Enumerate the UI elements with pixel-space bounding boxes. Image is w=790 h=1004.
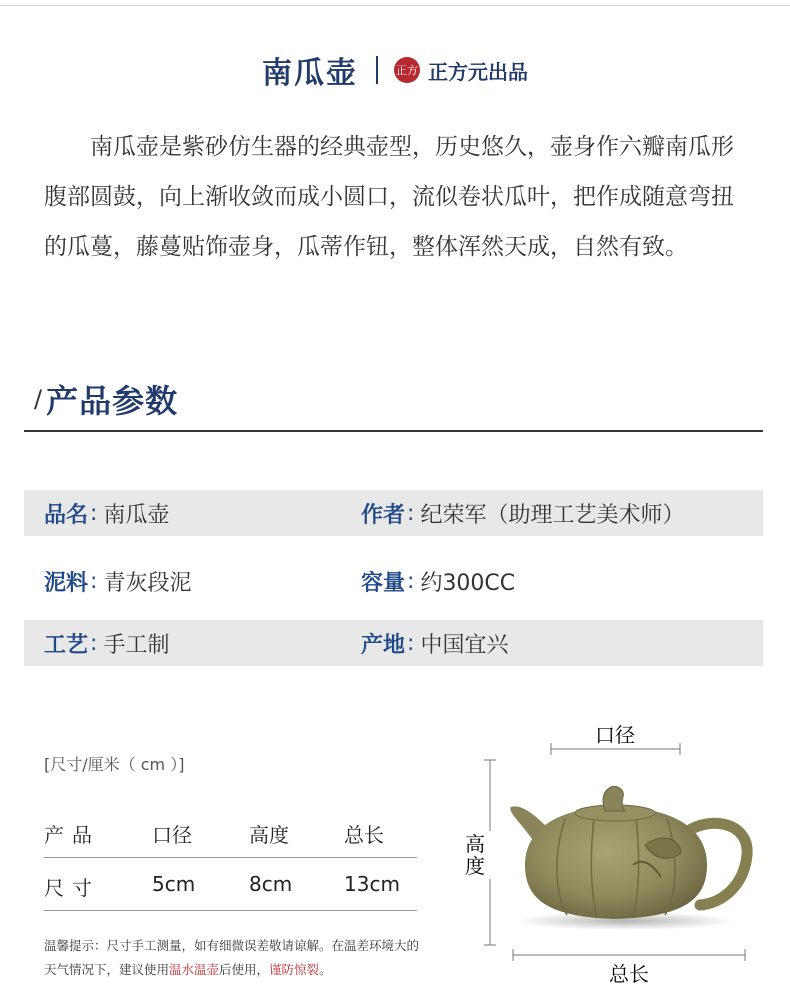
page-title: 南瓜壶 [262, 56, 358, 91]
seal-icon: 正方 [394, 57, 420, 83]
param-label: 泥料 [44, 570, 89, 596]
size-header-cell: 产品 [44, 823, 100, 847]
section-title [34, 375, 178, 423]
param-colon: : [407, 630, 415, 656]
top-divider [0, 5, 790, 6]
size-cell: 13cm [344, 872, 400, 896]
height-dimension [459, 760, 496, 945]
tip-text: 温馨提示：尺寸手工测量，如有细微误差敬请谅解。在温差环境大的天气情况下，建议使用 [44, 938, 420, 977]
tip-text: 后使用， [219, 962, 270, 977]
section-title-text: 产品参数 [46, 382, 179, 420]
tip-highlight: 谨防惊裂 [269, 962, 320, 977]
param-colon: : [90, 630, 98, 656]
height-label-1: 高 [465, 832, 485, 856]
param-value: 中国宜兴 [420, 632, 509, 658]
length-label: 总长 [609, 962, 649, 986]
param-cell [44, 628, 169, 659]
title-separator [376, 56, 378, 84]
size-header-cell: 高度 [249, 823, 289, 847]
param-colon: : [90, 500, 98, 526]
teapot-illustration [510, 786, 747, 930]
param-label: 品名 [44, 502, 89, 528]
size-cell: 8cm [249, 872, 293, 896]
tip-highlight: 温水温壶 [169, 962, 220, 977]
param-row [24, 490, 763, 536]
teapot-dimension-diagram [455, 715, 790, 1004]
tip-text: 。 [319, 962, 332, 977]
size-table-row [44, 858, 417, 911]
param-label: 工艺 [44, 632, 89, 658]
mouth-dimension [551, 723, 680, 755]
section-slash: / [34, 385, 43, 413]
brand-name: 正方元出品 [428, 59, 528, 84]
param-cell [44, 498, 169, 529]
length-dimension [513, 949, 745, 986]
intro-paragraph: 南瓜壶是紫砂仿生器的经典壶型，历史悠久，壶身作六瓣南瓜形腹部圆鼓，向上渐收敛而成小圆口，流似卷状瓜叶，把作成随意弯扭的瓜蔓，藤蔓贴饰壶身，瓜蒂作钮，整体浑然天成，自然有致。 [44, 134, 734, 260]
size-table [44, 805, 417, 911]
height-label-2: 度 [465, 854, 485, 878]
param-value: 手工制 [103, 632, 170, 658]
param-colon: : [407, 500, 415, 526]
size-cell: 5cm [152, 872, 196, 896]
param-cell [44, 566, 191, 597]
param-colon: : [90, 568, 98, 594]
care-tip [44, 934, 426, 982]
param-colon: : [407, 568, 415, 594]
param-value: 青灰段泥 [103, 570, 192, 596]
mouth-label: 口径 [595, 723, 635, 747]
unit-note: [尺寸/厘米（ cm ）] [44, 755, 185, 774]
param-cell [361, 566, 515, 597]
param-cell [361, 498, 684, 529]
section-divider [24, 430, 763, 432]
param-cell [361, 628, 508, 659]
param-row [24, 558, 763, 604]
param-value: 纪荣军（助理工艺美术师） [420, 502, 685, 528]
size-header-cell: 口径 [152, 823, 192, 847]
param-label: 容量 [361, 570, 406, 596]
param-value: 约300CC [420, 570, 516, 596]
param-value: 南瓜壶 [103, 502, 170, 528]
param-row [24, 620, 763, 666]
size-table-header [44, 805, 417, 858]
size-header-cell: 总长 [344, 823, 384, 847]
param-label: 作者 [361, 502, 406, 528]
header [0, 50, 790, 90]
size-cell: 尺寸 [44, 876, 100, 900]
param-label: 产地 [361, 632, 406, 658]
